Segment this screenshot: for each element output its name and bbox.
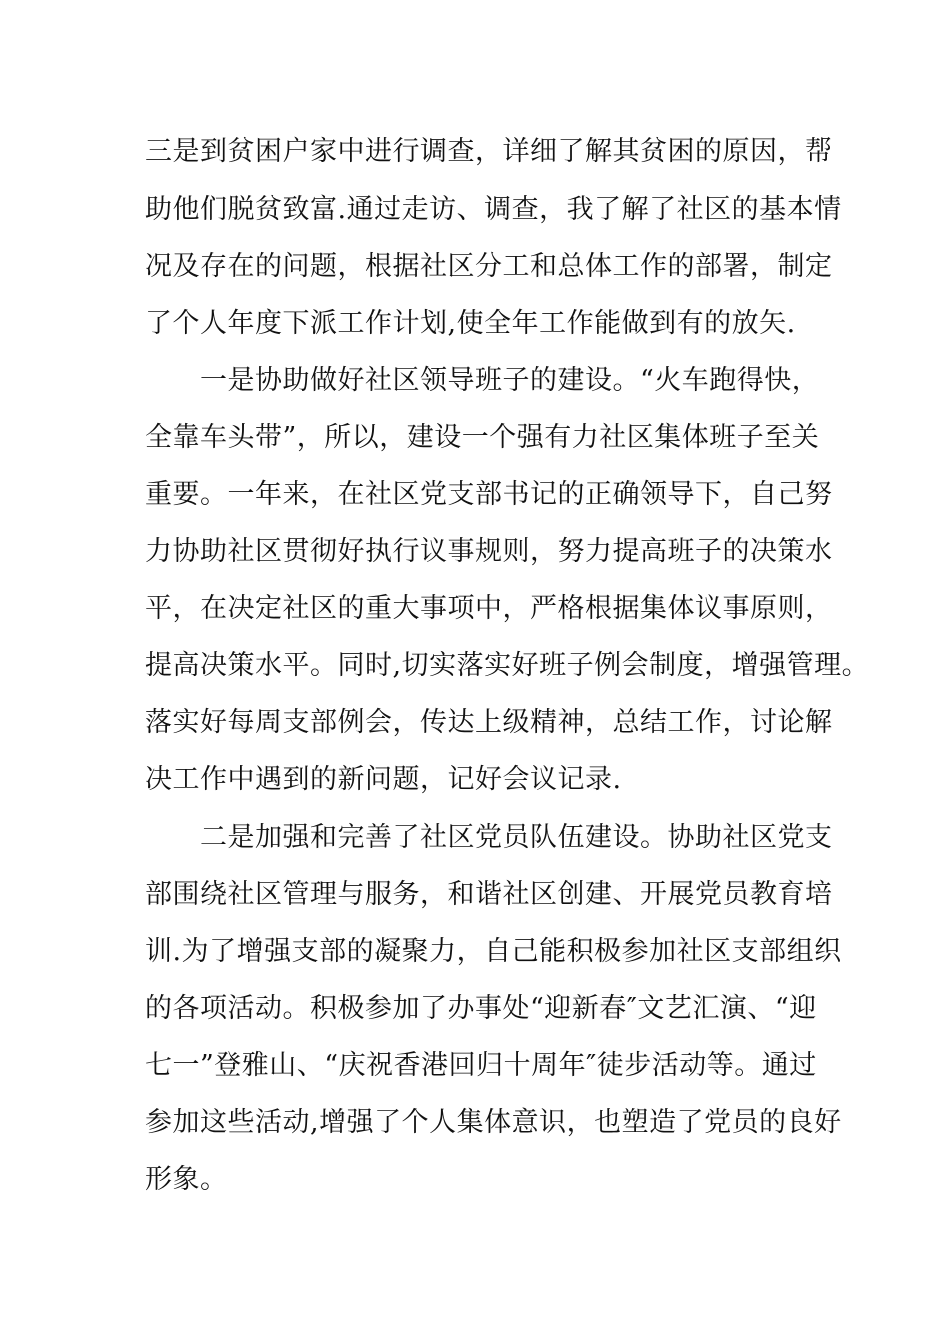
paragraph-3-line-3: 训.为了增强支部的凝聚力，自己能积极参加社区支部组织 xyxy=(145,936,842,967)
paragraph-2-line-8: 决工作中遇到的新问题，记好会议记录. xyxy=(145,764,622,795)
paragraph-1-line-1: 三是到贫困户家中进行调查，详细了解其贫困的原因，帮 xyxy=(145,136,833,167)
paragraph-2-line-5: 平，在决定社区的重大事项中，严格根据集体议事原则， xyxy=(145,593,833,624)
paragraph-3-line-7: 形象。 xyxy=(145,1164,228,1195)
paragraph-1-line-4: 了个人年度下派工作计划,使全年工作能做到有的放矢. xyxy=(145,308,796,339)
paragraph-3-line-2: 部围绕社区管理与服务，和谐社区创建、开展党员教育培 xyxy=(145,879,833,910)
paragraph-1-line-3: 况及存在的问题，根据社区分工和总体工作的部署，制定 xyxy=(145,251,833,282)
paragraph-2-line-1: 一是协助做好社区领导班子的建设。“火车跑得快， xyxy=(200,365,820,396)
paragraph-2-line-6: 提高决策水平。同时,切实落实好班子例会制度，增强管理。 xyxy=(145,650,870,681)
paragraph-2-line-3: 重要。一年来，在社区党支部书记的正确领导下，自己努 xyxy=(145,479,833,510)
paragraph-2-line-4: 力协助社区贯彻好执行议事规则，努力提高班子的决策水 xyxy=(145,536,833,567)
paragraph-3-line-5: 七一”登雅山、“庆祝香港回归十周年″徒步活动等。通过 xyxy=(145,1050,817,1081)
paragraph-3-line-6: 参加这些活动,增强了个人集体意识，也塑造了党员的良好 xyxy=(145,1107,842,1138)
paragraph-2-line-7: 落实好每周支部例会，传达上级精神，总结工作，讨论解 xyxy=(145,707,833,738)
paragraph-3-line-4: 的各项活动。积极参加了办事处“迎新春″文艺汇演、“迎 xyxy=(145,993,817,1024)
paragraph-1-line-2: 助他们脱贫致富.通过走访、调查，我了解了社区的基本情 xyxy=(145,194,842,225)
paragraph-2-line-2: 全靠车头带”，所以，建设一个强有力社区集体班子至关 xyxy=(145,422,820,453)
paragraph-3-line-1: 二是加强和完善了社区党员队伍建设。协助社区党支 xyxy=(200,822,833,853)
